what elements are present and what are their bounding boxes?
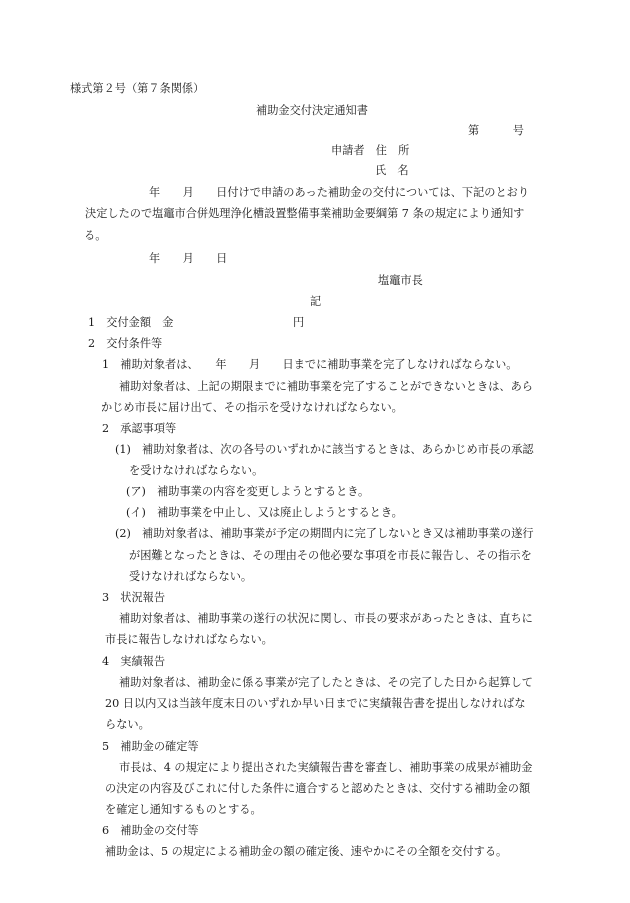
condition-heading: 6 補助金の交付等 (102, 824, 199, 837)
issuer-name: 塩竈市長 (378, 274, 423, 287)
condition-text: 補助金は、5 の規定による補助金の額の確定後、速やかにその全額を交付する。 (105, 845, 508, 858)
condition-text: 補助対象者は、補助事業の遂行の状況に関し、市長の要求があったときは、直ちに (119, 612, 533, 625)
condition-heading: 4 実績報告 (102, 655, 166, 668)
intro-line: 決定したので塩竈市合併処理浄化槽設置整備事業補助金要綱第 7 条の規定により通知す (85, 207, 525, 220)
intro-line: 年 月 日付けで申請のあった補助金の交付については、下記のとおり (149, 186, 530, 199)
condition-text: らない。 (105, 718, 150, 731)
condition-text: (ア) 補助事業の内容を変更しようとするとき。 (126, 485, 370, 498)
document-number: 第 号 (468, 124, 524, 137)
condition-text: (イ) 補助事業を中止し、又は廃止しようとするとき。 (126, 506, 403, 519)
form-label: 様式第２号（第７条関係） (70, 82, 205, 95)
ki-heading: 記 (310, 295, 322, 308)
condition-text: 受けなければならない。 (129, 570, 253, 583)
grant-amount-label: 1 交付金額 金 (88, 316, 174, 329)
condition-text: かじめ市長に届け出て、その指示を受けなければならない。 (101, 401, 403, 414)
condition-text: の決定の内容及びこれに付した条件に適合すると認めたときは、交付する補助金の額 (105, 782, 531, 795)
condition-text: (2) 補助対象者は、補助事業が予定の期間内に完了しないとき又は補助事業の遂行 (115, 527, 534, 540)
applicant-address-label: 申請者 住 所 (331, 144, 410, 157)
intro-line: る。 (84, 229, 107, 242)
document-title: 補助金交付決定通知書 (256, 104, 368, 117)
date-line: 年 月 日 (149, 252, 228, 265)
section-heading: 2 交付条件等 (88, 337, 163, 350)
condition-heading: 1 補助対象者は、 年 月 日までに補助事業を完了しなければならない。 (102, 358, 518, 371)
condition-text: (1) 補助対象者は、次の各号のいずれかに該当するときは、あらかじめ市長の承認 (115, 443, 534, 456)
applicant-name-label: 氏 名 (375, 164, 409, 177)
condition-text: 市長は、4 の規定により提出された実績報告書を審査し、補助事業の成果が補助金 (119, 761, 533, 774)
condition-text: を受けなければならない。 (129, 464, 264, 477)
condition-text: 市長に報告しなければならない。 (105, 633, 273, 646)
condition-heading: 3 状況報告 (102, 591, 166, 604)
condition-heading: 5 補助金の確定等 (102, 740, 199, 753)
condition-text: 20 日以内又は当該年度末日のいずれか早い日までに実績報告書を提出しなければな (105, 697, 526, 710)
condition-text: が困難となったときは、その理由その他必要な事項を市長に報告し、その指示を (129, 549, 532, 562)
grant-amount-unit: 円 (293, 316, 305, 329)
condition-text: 補助対象者は、上記の期限までに補助事業を完了することができないときは、あら (119, 380, 533, 393)
condition-text: を確定し通知するものとする。 (105, 803, 262, 816)
condition-text: 補助対象者は、補助金に係る事業が完了したときは、その完了した日から起算して (119, 676, 533, 689)
condition-heading: 2 承認事項等 (102, 422, 177, 435)
